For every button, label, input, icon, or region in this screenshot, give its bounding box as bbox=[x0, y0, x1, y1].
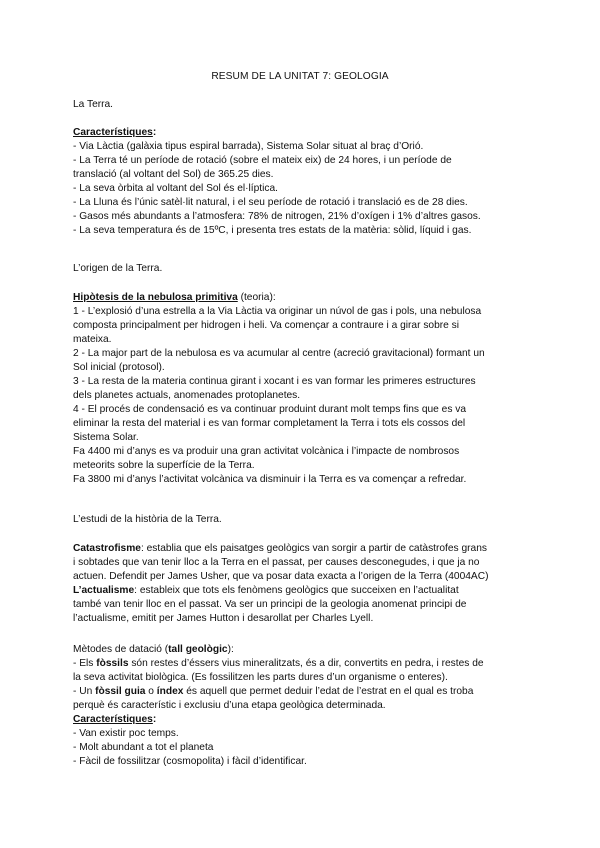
list-item: eliminar la resta del material i es van formar completament la Terra i tots els cossos del bbox=[73, 418, 466, 429]
list-item: - Via Làctia (galàxia tipus espiral barrada), Sistema Solar situat al braç d’Orió. bbox=[73, 141, 424, 152]
list-item: - La Terra té un període de rotació (sobre el mateix eix) de 24 hores, i un període de bbox=[73, 155, 452, 166]
paragraph-line: actuen. Defendit per James Usher, que va posar data exacta a l’origen de la Terra (4004AC) bbox=[73, 571, 489, 582]
section-dating bbox=[73, 643, 533, 769]
term-actualism: L’actualisme bbox=[73, 585, 135, 596]
list-item: 4 - El procés de condensació es va continuar produint durant molt temps fins que es va bbox=[73, 404, 467, 415]
list-item: - Fàcil de fossilitzar (cosmopolita) i fàcil d’identificar. bbox=[73, 756, 307, 767]
characteristics-label-line: Característiques: bbox=[73, 127, 157, 138]
term-fossils: fòssils bbox=[96, 658, 129, 669]
document-title: RESUM DE LA UNITAT 7: GEOLOGIA bbox=[211, 71, 389, 82]
guide-fossil-line: - Un fòssil guia o índex és aquell que permet deduir l’edat de l’estrat en el qual es troba bbox=[73, 686, 474, 697]
term-geological-cut: tall geològic bbox=[168, 644, 228, 655]
term-index: índex bbox=[156, 686, 184, 697]
list-item: translació (al voltant del Sol) de 365.25 dies. bbox=[73, 169, 274, 180]
list-item: Sol inicial (protosol). bbox=[73, 362, 165, 373]
list-item: - Van existir poc temps. bbox=[73, 728, 179, 739]
term-catastrophism: Catastrofisme bbox=[73, 543, 141, 554]
actualism-line: L’actualisme: estableix que tots els fenòmens geològics que succeixen en l’actualitat bbox=[73, 585, 459, 596]
section-history bbox=[73, 513, 533, 527]
characteristics-label: Característiques bbox=[73, 714, 153, 725]
section-earth-characteristics bbox=[73, 126, 533, 238]
section-origin-theory bbox=[73, 291, 533, 487]
characteristics-label: Característiques bbox=[73, 127, 153, 138]
list-item: - Gasos més abundants a l’atmosfera: 78% de nitrogen, 21% d’oxígen i 1% d’altres gasos. bbox=[73, 211, 481, 222]
term-guide-fossil: fòssil guia bbox=[95, 686, 146, 697]
list-item: 2 - La major part de la nebulosa es va acumular al centre (acreció gravitacional) formant un bbox=[73, 348, 485, 359]
list-item: mateixa. bbox=[73, 334, 112, 345]
list-item: Fa 4400 mi d’anys es va produir una gran activitat volcànica i l’impacte de nombrosos bbox=[73, 446, 460, 457]
list-item: Sistema Solar. bbox=[73, 432, 139, 443]
section-heading: L’origen de la Terra. bbox=[73, 263, 163, 274]
list-item: Fa 3800 mi d’anys l’activitat volcànica va disminuir i la Terra es va començar a refredar. bbox=[73, 474, 467, 485]
list-item: dels planetes actuals, anomenades protoplanetes. bbox=[73, 390, 301, 401]
catastrophism-line: Catastrofisme: establia que els paisatges geològics van sorgir a partir de catàstrofes grans bbox=[73, 543, 487, 554]
theory-label-line: Hipòtesis de la nebulosa primitiva (teoria): bbox=[73, 292, 276, 303]
fossils-line: - Els fòssils són restes d’éssers vius mineralitzats, és a dir, convertits en pedra, i restes de bbox=[73, 658, 484, 669]
list-item: - La Lluna és l’únic satèl·lit natural, i el seu període de rotació i translació es de 28 dies. bbox=[73, 197, 468, 208]
list-item: - La seva òrbita al voltant del Sol és el·líptica. bbox=[73, 183, 278, 194]
list-item: - La seva temperatura és de 15ºC, i presenta tres estats de la matèria: sòlid, líquid i gas. bbox=[73, 225, 472, 236]
paragraph-line: també van tenir lloc en el passat. Va ser un principi de la geologia anomenat principi de bbox=[73, 599, 467, 610]
list-item: 1 - L’explosió d’una estrella a la Via Làctia va originar un núvol de gas i pols, una nebulosa bbox=[73, 306, 482, 317]
paragraph-line: la seva activitat biològica. (Es fossilitzen les parts dures d’un organisme o enteres). bbox=[73, 672, 448, 683]
list-item: - Molt abundant a tot el planeta bbox=[73, 742, 214, 753]
section-heading: La Terra. bbox=[73, 99, 114, 110]
characteristics-label-line: Característiques: bbox=[73, 714, 157, 725]
paragraph-line: perquè és característic i exclusiu d’una etapa geològica determinada. bbox=[73, 700, 386, 711]
theory-label: Hipòtesis de la nebulosa primitiva bbox=[73, 292, 238, 303]
section-heading: L’estudi de la història de la Terra. bbox=[73, 514, 222, 525]
section-origin bbox=[73, 262, 533, 276]
dating-intro: Mètodes de datació (tall geològic): bbox=[73, 644, 234, 655]
list-item: meteorits sobre la superfície de la Terra. bbox=[73, 460, 255, 471]
paragraph-line: i sobtades que van tenir lloc a la Terra en el passat, per causes desconegudes, i que ja no bbox=[73, 557, 480, 568]
section-history-theories bbox=[73, 542, 533, 626]
paragraph-line: l’actualisme, emitit per James Hutton i desarollat per Charles Lyell. bbox=[73, 613, 374, 624]
section-earth bbox=[73, 98, 533, 112]
list-item: 3 - La resta de la materia continua girant i xocant i es van formar les primeres estructures bbox=[73, 376, 476, 387]
list-item: composta principalment per hidrogen i heli. Va començar a contraure i a girar sobre si bbox=[73, 320, 459, 331]
